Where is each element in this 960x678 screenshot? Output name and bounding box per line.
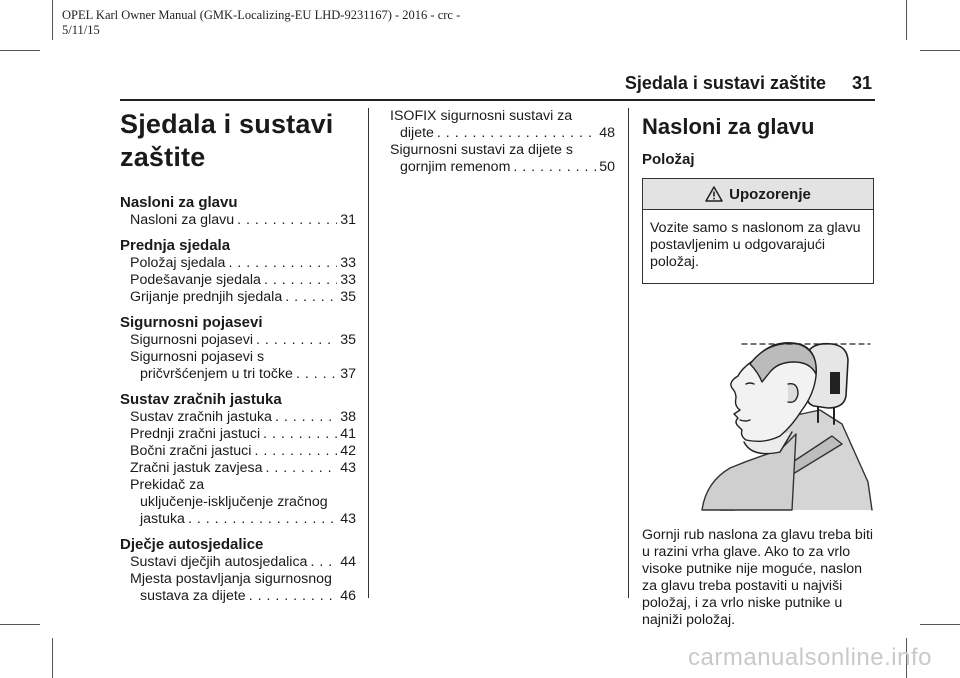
toc-entry-page: 41 (340, 426, 356, 442)
toc-dot-leader (310, 554, 337, 571)
toc-entry (120, 426, 356, 443)
toc-entry (390, 125, 615, 142)
toc-entry-line: uključenje-isključenje zračnog (140, 494, 328, 510)
warning-triangle-icon (705, 186, 723, 202)
chapter-title (120, 108, 356, 174)
print-metadata-line2: 5/11/15 (62, 23, 100, 37)
toc-entry (120, 443, 356, 460)
subsection-heading: Položaj (642, 151, 695, 168)
toc-entry-title: Bočni zračni jastuci (130, 443, 252, 459)
chapter-title-line2: zaštite (120, 142, 206, 172)
toc-entry-line: Sigurnosni pojasevi s (130, 349, 265, 365)
toc-entry-title: Sigurnosni pojasevi (130, 332, 254, 348)
toc-entry-title: Nasloni za glavu (130, 212, 235, 228)
toc-section-heading: Nasloni za glavu (120, 194, 238, 211)
head-restraint-illustration (642, 332, 874, 512)
toc-section-heading: Sigurnosni pojasevi (120, 314, 263, 331)
toc-entry-line: Sigurnosni sustavi za dijete s (390, 142, 573, 158)
toc-entry-title: gornjim remenom (400, 159, 511, 175)
toc-dot-leader (263, 426, 337, 443)
warning-title: Upozorenje (729, 185, 811, 203)
toc-column-1 (120, 108, 356, 605)
toc-entry-title: Sustavi dječjih autosjedalica (130, 554, 308, 570)
column-divider-1 (368, 108, 369, 598)
toc-entry-title: Zračni jastuk zavjesa (130, 460, 263, 476)
running-header (625, 73, 872, 94)
toc-dot-leader (188, 511, 337, 528)
toc-entry-page: 33 (340, 255, 356, 271)
warning-box (642, 178, 874, 284)
warning-header (643, 179, 873, 210)
toc-column-2 (390, 108, 615, 176)
toc-entry (120, 588, 356, 605)
toc-section-heading: Prednja sjedala (120, 237, 231, 254)
toc-entry (120, 409, 356, 426)
running-title: Sjedala i sustavi zaštite (624, 73, 826, 93)
toc-dot-leader (264, 272, 337, 289)
toc-dot-leader (275, 409, 337, 426)
toc-entry-title: pričvršćenjem u tri točke (140, 366, 293, 382)
toc-entry-page: 43 (340, 460, 356, 476)
warning-text: Vozite samo s naslonom za glavu postavljenim u odgovarajući položaj. (650, 220, 861, 270)
toc-entry (120, 460, 356, 477)
toc-dot-leader (513, 159, 596, 176)
toc-entry (120, 289, 356, 306)
toc-entry-page: 33 (340, 272, 356, 288)
toc-entry-page: 35 (340, 332, 356, 348)
toc-entry-line: Prekidač za (130, 477, 205, 493)
toc-entry-line: ISOFIX sigurnosni sustavi za (390, 108, 573, 124)
toc-dot-leader (296, 366, 337, 383)
column-divider-2 (628, 108, 629, 598)
toc-dot-leader (256, 332, 337, 349)
print-metadata (62, 8, 460, 38)
toc-sections (120, 194, 356, 605)
toc-entry (120, 511, 356, 528)
toc-entry (120, 255, 356, 272)
toc-entry (120, 272, 356, 289)
section-heading: Nasloni za glavu (642, 114, 815, 139)
toc-entry-line: Mjesta postavljanja sigurnosnog (130, 571, 332, 587)
toc-entry-title: jastuka (140, 511, 185, 527)
toc-dot-leader (265, 460, 337, 477)
toc-entry-page: 43 (340, 511, 356, 527)
toc-continued (390, 108, 615, 176)
header-rule (120, 99, 875, 101)
toc-entry-title: Grijanje prednjih sjedala (130, 289, 283, 305)
toc-section-heading: Dječje autosjedalice (120, 536, 264, 553)
toc-entry-page: 42 (340, 443, 356, 459)
toc-section-heading: Sustav zračnih jastuka (120, 391, 282, 408)
toc-dot-leader (249, 588, 338, 605)
toc-entry-page: 35 (340, 289, 356, 305)
toc-entry-title: Podešavanje sjedala (130, 272, 261, 288)
toc-entry-page: 37 (340, 366, 356, 382)
toc-dot-leader (285, 289, 337, 306)
body-paragraph: Gornji rub naslona za glavu treba biti u razini vrha glave. Ako to za vrlo visoke putnike nije moguće, naslon za glavu treba postaviti u najviši položaj, i za vrlo niske putnike u najniži položaj. (642, 527, 874, 628)
toc-entry-page: 38 (340, 409, 356, 425)
toc-entry (390, 159, 615, 176)
toc-entry-title: Sustav zračnih jastuka (130, 409, 272, 425)
toc-dot-leader (237, 212, 337, 229)
toc-entry (120, 554, 356, 571)
content-column (642, 108, 874, 629)
toc-dot-leader (437, 125, 596, 142)
toc-entry-title: sustava za dijete (140, 588, 246, 604)
toc-dot-leader (228, 255, 337, 272)
toc-dot-leader (254, 443, 337, 460)
toc-entry-title: Prednji zračni jastuci (130, 426, 261, 442)
toc-entry-title: Položaj sjedala (130, 255, 226, 271)
toc-entry (120, 212, 356, 229)
toc-entry (120, 366, 356, 383)
watermark: carmanualsonline.info (688, 644, 932, 671)
chapter-title-line1: Sjedala i sustavi (120, 109, 334, 139)
toc-entry-page: 46 (340, 588, 356, 604)
toc-entry-page: 31 (340, 212, 356, 228)
toc-entry-page: 50 (599, 159, 615, 175)
page-number: 31 (851, 73, 872, 93)
toc-entry-page: 44 (340, 554, 356, 570)
toc-entry-page: 48 (599, 125, 615, 141)
print-metadata-line1: OPEL Karl Owner Manual (GMK-Localizing-EU LHD-9231167) - 2016 - crc - (62, 8, 461, 22)
toc-entry (120, 332, 356, 349)
toc-entry-title: dijete (400, 125, 434, 141)
